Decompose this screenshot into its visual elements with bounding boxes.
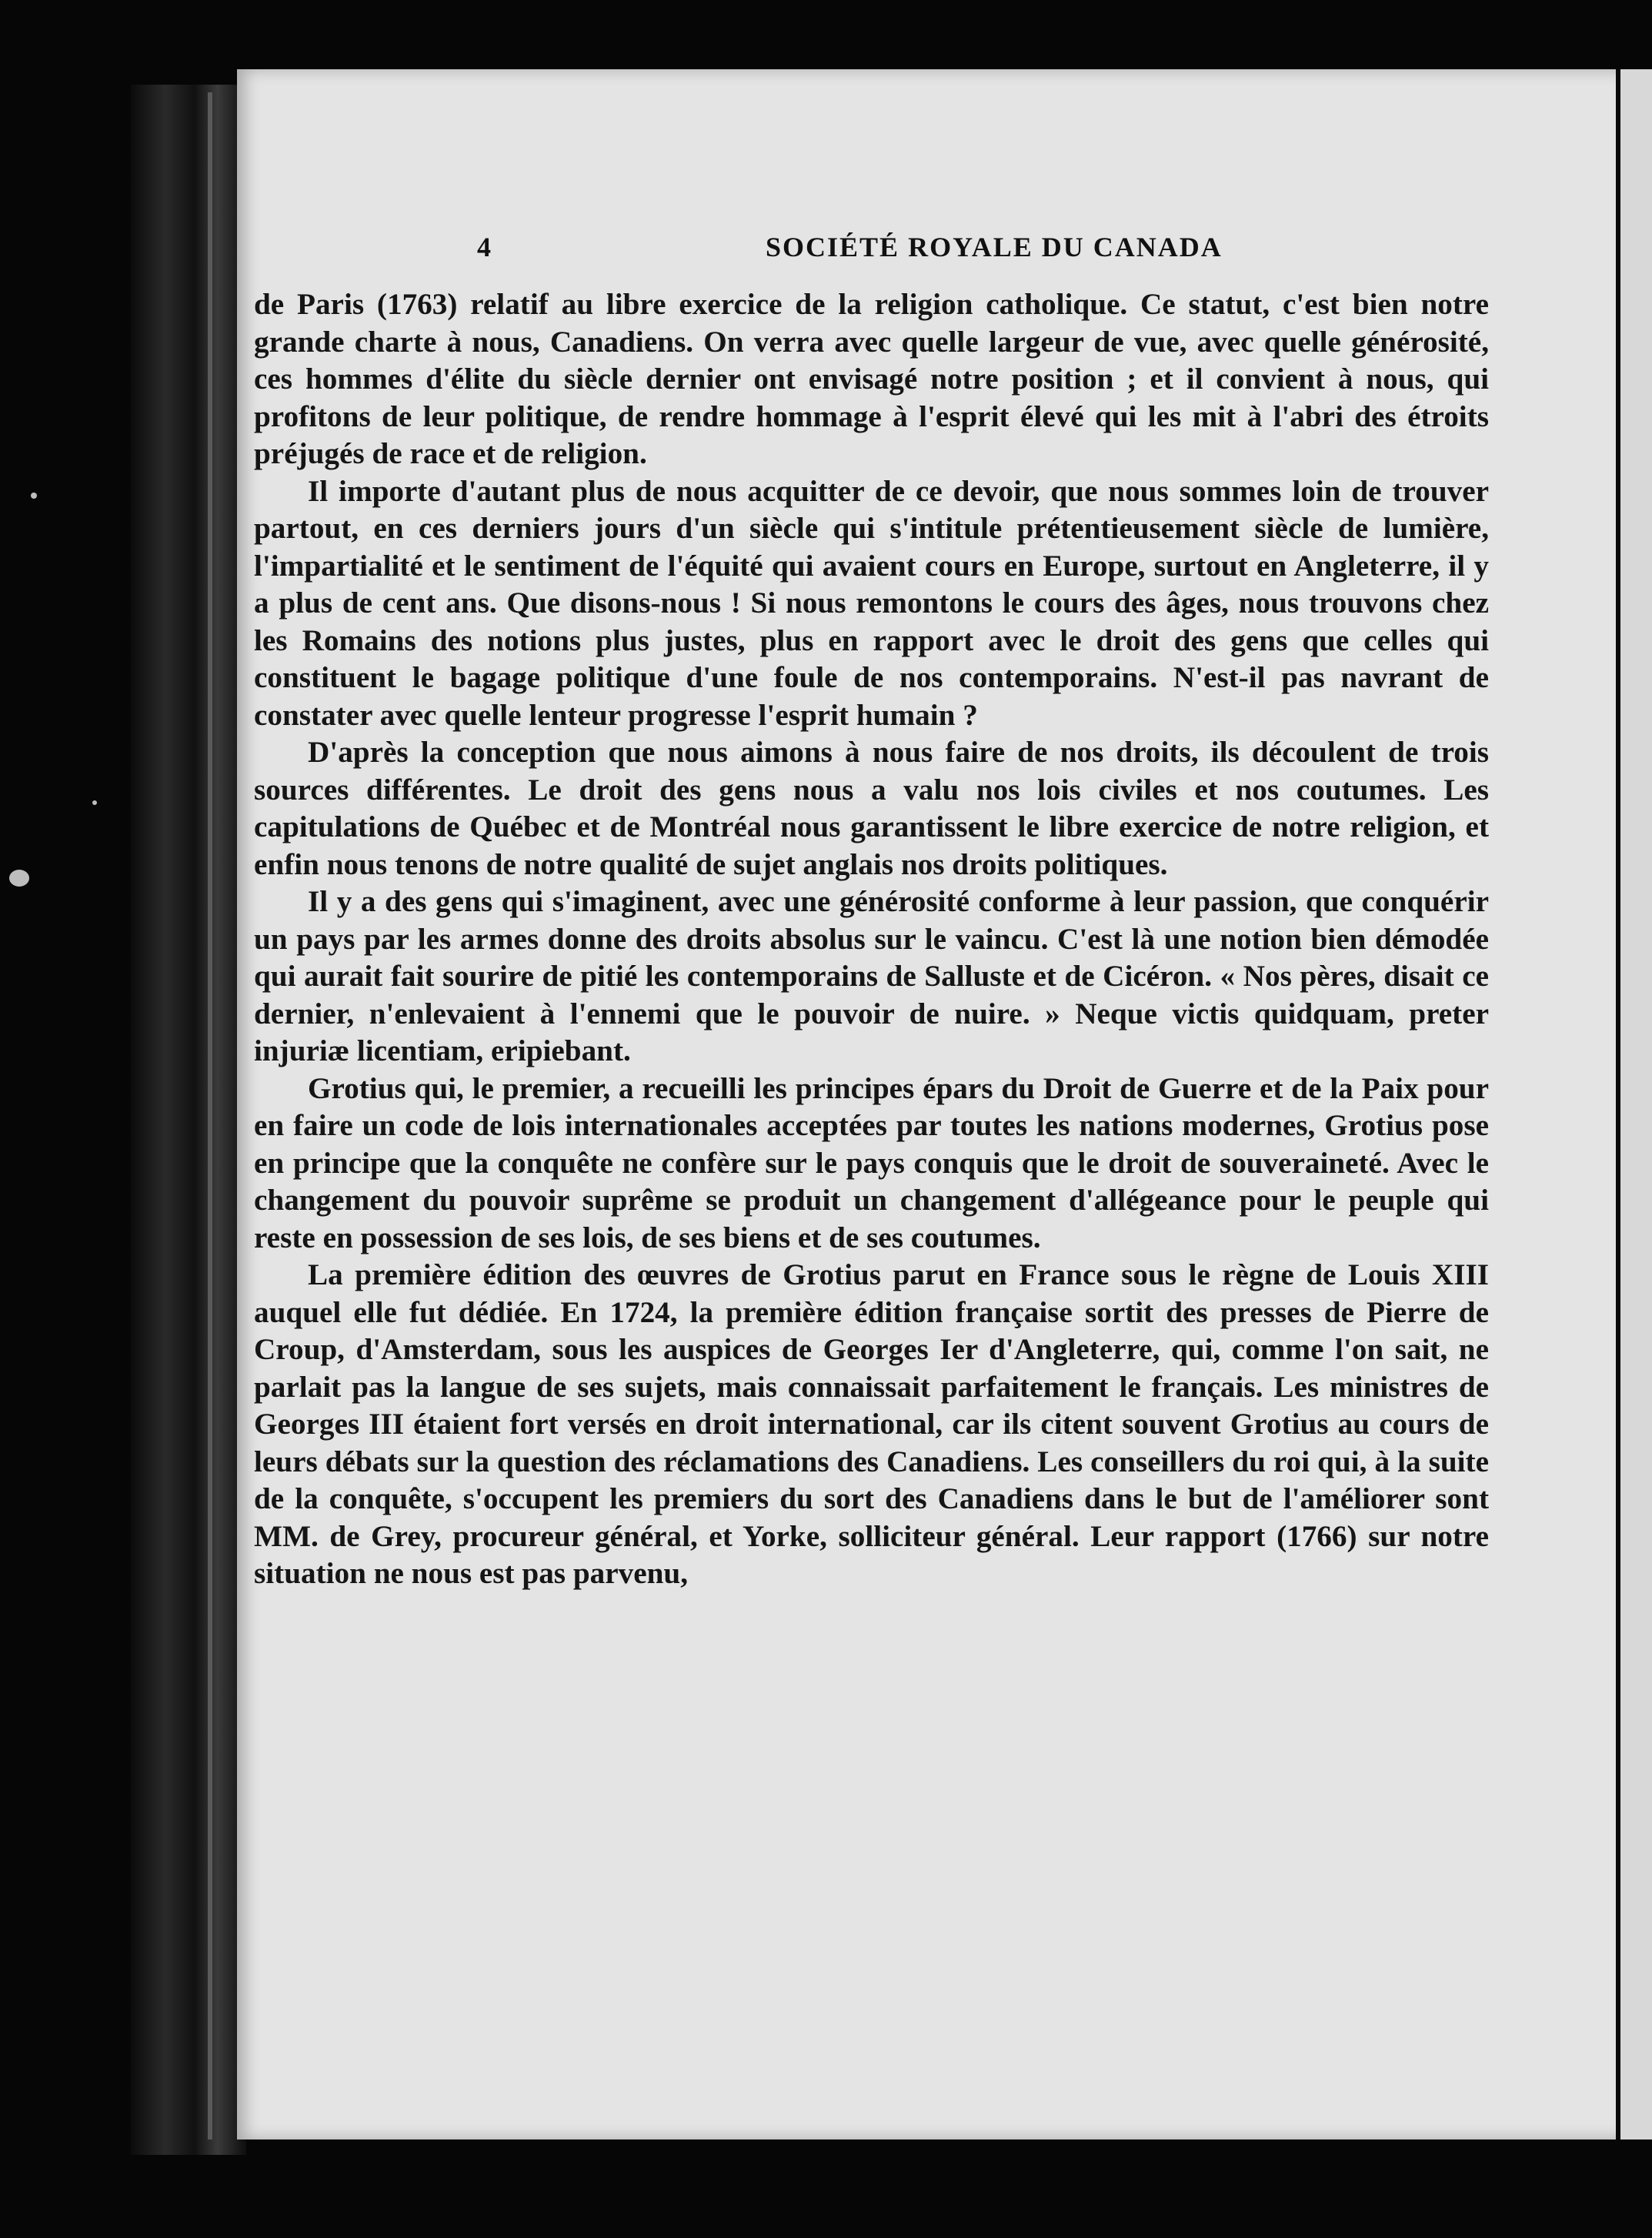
book-spine [131, 85, 246, 2155]
paragraph: Il importe d'autant plus de nous acquitter de ce devoir, que nous sommes loin de trouver partout, en ces derniers jours d'un siècle qui s'intitule prétentieusement siècle de lumière, l'impartialité et le sentiment de l'équité qui avaient cours en Europe, surtout en Angleterre, il y a plus de cent ans. Que disons-nous ! Si nous remontons le cours des âges, nous trouvons chez les Romains des notions plus justes, plus en rapport avec le droit des gens que celles qui constituent le bagage politique d'une foule de nos contemporains. N'est-il pas navrant de constater avec quelle lenteur progresse l'esprit humain ? [254, 474, 1489, 732]
page-number: 4 [477, 232, 492, 262]
dust-speck [31, 493, 37, 499]
paragraph: Grotius qui, le premier, a recueilli les principes épars du Droit de Guerre et de la Paix pour en faire un code de lois internationales acceptées par toutes les nations modernes, Grotius pose en principe que la conquête ne confère sur le pays conquis que le droit de souveraineté. Avec le changement du pouvoir suprême se produit un changement d'allégeance pour le peuple qui reste en possession de ses lois, de ses biens et de ses coutumes. [254, 1071, 1489, 1254]
running-title: SOCIÉTÉ ROYALE DU CANADA [766, 232, 1223, 262]
paragraph: La première édition des œuvres de Grotius parut en France sous le règne de Louis XIII auquel elle fut dédiée. En 1724, la première édition française sortit des presses de Pierre de Croup, d'Amsterdam, sous les auspices de Georges Ier d'Angleterre, qui, comme l'on sait, ne parlait pas la langue de ses sujets, mais connaissait parfaitement le français. Les ministres de Georges III étaient fort versés en droit international, car ils citent souvent Grotius au cours de leurs débats sur la question des réclamations des Canadiens. Les conseillers du roi qui, à la suite de la conquête, s'occupent les premiers du sort des Canadiens dans le but de l'améliorer sont MM. de Grey, procureur général, et Yorke, solliciteur général. Leur rapport (1766) sur notre situation ne nous est pas parvenu, [254, 1258, 1489, 1590]
dust-speck [9, 870, 29, 887]
page-header [246, 231, 1247, 277]
next-page-edge [1616, 69, 1652, 2139]
spine-edge [208, 92, 212, 2139]
paragraph: de Paris (1763) relatif au libre exercice de la religion catholique. Ce statut, c'est bien notre grande charte à nous, Canadiens. On verra avec quelle largeur de vue, avec quelle générosité, ces hommes d'élite du siècle dernier ont envisagé notre position ; et il convient à nous, qui profitons de leur politique, de rendre hommage à l'esprit élevé qui les mit à l'abri des étroits préjugés de race et de religion. [254, 288, 1489, 470]
dust-speck [92, 800, 97, 805]
body-text [254, 286, 1489, 1593]
paragraph: Il y a des gens qui s'imaginent, avec une générosité conforme à leur passion, que conquérir un pays par les armes donne des droits absolus sur le vaincu. C'est là une notion bien démodée qui aurait fait sourire de pitié les contemporains de Salluste et de Cicéron. « Nos pères, disait ce dernier, n'enlevaient à l'ennemi que le pouvoir de nuire. » Neque victis quidquam, preter injuriæ licentiam, eripiebant. [254, 885, 1489, 1067]
paragraph: D'après la conception que nous aimons à nous faire de nos droits, ils découlent de trois sources différentes. Le droit des gens nous a valu nos lois civiles et nos coutumes. Les capitulations de Québec et de Montréal nous garantissent le libre exercice de notre religion, et enfin nous tenons de notre qualité de sujet anglais nos droits politiques. [254, 736, 1489, 881]
